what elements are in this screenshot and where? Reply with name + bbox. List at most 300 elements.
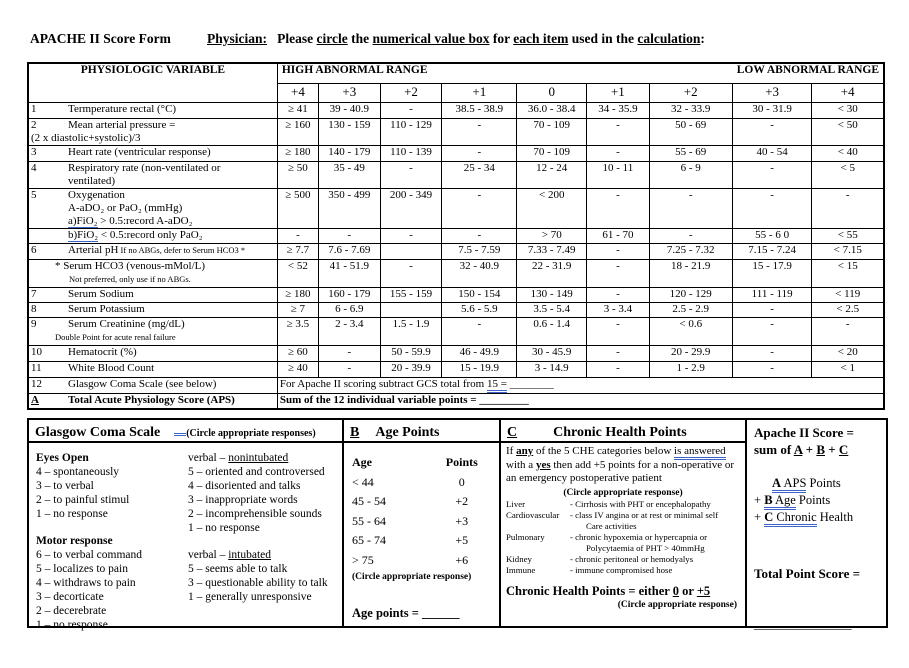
value-cell-r7c9[interactable]: < 7.15: [812, 243, 884, 259]
gcs-left-item[interactable]: [36, 577, 188, 591]
condition-description: [570, 554, 693, 565]
condition-name: Pulmonary: [506, 531, 545, 542]
text-run: 1 – no response: [188, 521, 260, 534]
text-run: Termperature rectal (°C): [68, 102, 177, 115]
value-cell-r11c2[interactable]: 2 - 3.4: [318, 317, 380, 345]
value-cell-r2c4[interactable]: -: [442, 118, 517, 145]
variable-cell: [28, 345, 277, 361]
value-cell-r5c8[interactable]: -: [732, 188, 812, 228]
gcs-left-item[interactable]: [36, 549, 188, 563]
score-line2: [754, 442, 881, 459]
text-run: A: [772, 476, 781, 493]
gcs-left-item[interactable]: [36, 605, 188, 619]
value-cell-r7c1[interactable]: ≥ 7.7: [277, 243, 318, 259]
points-header-6: +2: [649, 83, 732, 102]
text-run: for: [489, 31, 514, 46]
text-run: APS: [781, 476, 806, 493]
text-run: Serum Sodium: [68, 287, 134, 300]
value-cell-r13c3[interactable]: 20 - 39.9: [380, 361, 442, 377]
value-cell-r1c9[interactable]: < 30: [812, 102, 884, 118]
value-cell-r10c7[interactable]: 2.5 - 2.9: [649, 302, 732, 317]
text-run: (2 x diastolic+systolic)/3: [31, 131, 141, 144]
gcs-left-item[interactable]: [36, 563, 188, 577]
text-run: used in the: [568, 31, 638, 46]
text-run: Serum Creatinine (mg/dL): [68, 317, 185, 330]
text-run: Points: [806, 476, 841, 490]
value-cell-r6c8[interactable]: 55 - 6 0: [732, 228, 812, 243]
value-cell-r9c4[interactable]: 150 - 154: [442, 287, 517, 302]
variable-line: [31, 331, 275, 344]
gcs-left-item[interactable]: [36, 466, 188, 480]
table-span-cell[interactable]: [277, 393, 884, 409]
value-cell-r8c4[interactable]: 32 - 40.9: [442, 259, 517, 287]
variable-line: [31, 362, 275, 375]
value-cell-r12c8[interactable]: -: [732, 345, 812, 361]
gcs-left-item[interactable]: [36, 535, 188, 549]
value-cell-r1c8[interactable]: 30 - 31.9: [732, 102, 812, 118]
value-cell-r3c6[interactable]: -: [587, 145, 650, 161]
value-cell-r9c8[interactable]: 111 - 119: [732, 287, 812, 302]
text-run: nonintubated: [228, 452, 289, 464]
value-cell-r2c8[interactable]: -: [732, 118, 812, 145]
text-run: :: [700, 31, 705, 46]
value-cell-r4c8[interactable]: -: [732, 161, 812, 188]
text-run: 5 – seems able to talk: [188, 563, 288, 576]
text-run: Mean arterial pressure =: [68, 118, 176, 131]
row-number: 4: [31, 161, 37, 174]
value-cell-r13c4[interactable]: 15 - 19.9: [442, 361, 517, 377]
value-cell-r11c3[interactable]: 1.5 - 1.9: [380, 317, 442, 345]
chronic-health-box: [499, 418, 747, 628]
value-cell-r7c6[interactable]: -: [587, 243, 650, 259]
points-header-2: +2: [380, 83, 442, 102]
value-cell-r2c1[interactable]: ≥ 160: [277, 118, 318, 145]
value-cell-r7c2[interactable]: 7.6 - 7.69: [318, 243, 380, 259]
value-cell-r6c7[interactable]: -: [649, 228, 732, 243]
value-cell-r12c1[interactable]: ≥ 60: [277, 345, 318, 361]
text-run: 4 – withdraws to pain: [36, 577, 136, 590]
text-run: < 0.5:record only PaO₂: [98, 228, 203, 241]
value-cell-r1c3[interactable]: -: [380, 102, 442, 118]
value-cell-r10c8[interactable]: -: [732, 302, 812, 317]
condition-description-line: - immune compromised hose: [570, 564, 673, 575]
text-run: Heart rate (ventricular response): [68, 145, 211, 158]
score-body: [747, 420, 886, 632]
variable-line: [31, 394, 275, 407]
value-cell-r13c7[interactable]: 1 - 2.9: [649, 361, 732, 377]
text-run: Hematocrit (%): [68, 345, 137, 358]
condition-name: Kidney: [506, 553, 532, 564]
value-cell-r7c8[interactable]: 7.15 - 7.24: [732, 243, 812, 259]
value-cell-r4c2[interactable]: 35 - 49: [318, 161, 380, 188]
value-cell-r5c9[interactable]: -: [812, 188, 884, 228]
value-cell-r4c1[interactable]: ≥ 50: [277, 161, 318, 188]
variable-line: [31, 229, 275, 242]
total-point-score-blank[interactable]: _______________: [754, 615, 852, 631]
text-run: intubated: [228, 549, 272, 562]
age-points-value[interactable]: 0: [458, 474, 465, 489]
text-run: Please: [277, 31, 317, 46]
text-run: +5: [696, 583, 711, 598]
age-range[interactable]: 45 - 54: [352, 494, 386, 508]
chronic-condition-row: [506, 554, 743, 565]
form-header: [30, 31, 890, 47]
gcs-right-item[interactable]: [188, 452, 340, 466]
age-range[interactable]: 65 - 74: [352, 533, 386, 547]
text-run: Health: [816, 510, 854, 524]
text-run: A-aDO₂ or PaO₂ (mmHg): [68, 201, 183, 214]
variable-line: [31, 132, 275, 145]
value-cell-r8c6[interactable]: -: [587, 259, 650, 287]
points-header-4: 0: [517, 83, 587, 102]
value-cell-r6c9[interactable]: < 55: [812, 228, 884, 243]
value-cell-r13c5[interactable]: 3 - 14.9: [517, 361, 587, 377]
text-run: 3 – questionable ability to talk: [188, 577, 328, 590]
value-cell-r6c4[interactable]: -: [442, 228, 517, 243]
chronic-box-title: [501, 420, 745, 443]
age-range[interactable]: 55 - 64: [352, 513, 386, 528]
value-cell-r11c4[interactable]: -: [442, 317, 517, 345]
value-cell-r2c7[interactable]: 50 - 69: [649, 118, 732, 145]
variable-line: [31, 273, 275, 286]
value-cell-r8c1[interactable]: < 52: [277, 259, 318, 287]
value-cell-r6c1[interactable]: -: [277, 228, 318, 243]
gcs-right-item[interactable]: [188, 480, 340, 494]
value-cell-r1c2[interactable]: 39 - 40.9: [318, 102, 380, 118]
gcs-left-item[interactable]: [36, 480, 188, 494]
value-cell-r12c7[interactable]: 20 - 29.9: [649, 345, 732, 361]
gcs-left-item[interactable]: [36, 619, 188, 633]
blue-mark-icon: [174, 423, 186, 436]
value-cell-r10c6[interactable]: 3 - 3.4: [587, 302, 650, 317]
variable-cell: [28, 361, 277, 377]
instruction-text: [277, 31, 705, 46]
bottom-section: [27, 418, 888, 631]
value-cell-r12c6[interactable]: -: [587, 345, 650, 361]
value-cell-r8c9[interactable]: < 15: [812, 259, 884, 287]
value-cell-r1c6[interactable]: 34 - 35.9: [587, 102, 650, 118]
value-cell-r6c5[interactable]: > 70: [517, 228, 587, 243]
points-header-3: +1: [442, 83, 517, 102]
value-cell-r1c1[interactable]: ≥ 41: [277, 102, 318, 118]
text-run: calculation: [637, 31, 701, 46]
text-run: Glasgow Coma Scale (see below): [68, 377, 217, 390]
text-run: of the 5 CHE categories below: [533, 445, 675, 457]
condition-name: Liver: [506, 498, 526, 509]
value-cell-r10c1[interactable]: ≥ 7: [277, 302, 318, 317]
gcs-right-item[interactable]: [188, 508, 340, 522]
value-cell-r10c4[interactable]: 5.6 - 5.9: [442, 302, 517, 317]
value-cell-r6c3[interactable]: -: [380, 228, 442, 243]
value-cell-r11c5[interactable]: 0.6 - 1.4: [517, 317, 587, 345]
row-number: 9: [31, 317, 37, 330]
value-cell-r11c9[interactable]: -: [812, 317, 884, 345]
value-cell-r4c4[interactable]: 25 - 34: [442, 161, 517, 188]
text-run: the: [347, 31, 373, 46]
variable-cell: [28, 317, 277, 345]
value-cell-r13c6[interactable]: -: [587, 361, 650, 377]
value-cell-r6c6[interactable]: 61 - 70: [587, 228, 650, 243]
value-cell-r13c9[interactable]: < 1: [812, 361, 884, 377]
text-run: > 0.5:record A-aDO₂: [97, 214, 193, 227]
variable-cell: [28, 102, 277, 118]
apache-table: [27, 62, 885, 410]
text-run: Respiratory rate (non-ventilated or: [68, 161, 221, 174]
text-run: 6 – to verbal command: [36, 549, 143, 562]
text-run: Arterial pH: [68, 243, 119, 256]
text-run: Sum of the 12 individual variable points =: [279, 393, 480, 406]
value-cell-r11c8[interactable]: -: [732, 317, 812, 345]
value-cell-r6c2[interactable]: -: [318, 228, 380, 243]
variable-cell: [28, 161, 277, 188]
value-cell-r1c5[interactable]: 36.0 - 38.4: [517, 102, 587, 118]
glasgow-coma-scale-box: [27, 418, 344, 631]
variable-cell: [28, 259, 277, 287]
age-points-result: [352, 606, 491, 621]
chronic-footer[interactable]: [501, 576, 745, 599]
value-cell-r2c3[interactable]: 110 - 129: [380, 118, 442, 145]
value-cell-r3c4[interactable]: -: [442, 145, 517, 161]
row-number: 6: [31, 243, 37, 256]
value-cell-r10c9[interactable]: < 2.5: [812, 302, 884, 317]
value-cell-r9c2[interactable]: 160 - 179: [318, 287, 380, 302]
value-cell-r8c5[interactable]: 22 - 31.9: [517, 259, 587, 287]
gcs-right-item: [188, 605, 340, 619]
chronic-condition-row: [506, 532, 743, 554]
variable-line: [31, 244, 275, 257]
condition-description: [570, 499, 711, 510]
physician-label: Physician:: [207, 31, 268, 46]
gcs-left-item[interactable]: [36, 508, 188, 522]
value-cell-r13c8[interactable]: -: [732, 361, 812, 377]
chronic-title: Chronic Health Points: [553, 425, 687, 440]
chronic-letter: C: [507, 425, 518, 440]
text-run: If no ABGs, defer to Serum HCO3 *: [118, 244, 246, 255]
gcs-left-item[interactable]: [36, 452, 188, 466]
value-cell-r4c5[interactable]: 12 - 24: [517, 161, 587, 188]
value-cell-r5c7[interactable]: -: [649, 188, 732, 228]
value-cell-r7c5[interactable]: 7.33 - 7.49: [517, 243, 587, 259]
text-run: A: [793, 441, 803, 457]
value-cell-r9c1[interactable]: ≥ 180: [277, 287, 318, 302]
value-cell-r3c1[interactable]: ≥ 180: [277, 145, 318, 161]
text-run: C: [764, 510, 773, 527]
value-cell-r3c9[interactable]: < 40: [812, 145, 884, 161]
text-run: 3 – inappropriate words: [188, 493, 298, 506]
condition-name: Immune: [506, 564, 536, 575]
gcs-right-item[interactable]: [188, 563, 340, 577]
value-cell-r3c5[interactable]: 70 - 109: [517, 145, 587, 161]
condition-description: [570, 532, 707, 554]
text-run: B: [816, 441, 825, 457]
value-cell-r7c7[interactable]: 7.25 - 7.32: [649, 243, 732, 259]
text-run: If: [506, 445, 517, 457]
age-range[interactable]: < 44: [352, 474, 374, 489]
value-cell-r11c1[interactable]: ≥ 3.5: [277, 317, 318, 345]
text-run: any: [516, 445, 534, 457]
total-point-score-label: Total Point Score =: [754, 566, 860, 581]
value-cell-r2c9[interactable]: < 50: [812, 118, 884, 145]
value-cell-r4c3[interactable]: -: [380, 161, 442, 188]
value-cell-r5c2[interactable]: 350 - 499: [318, 188, 380, 228]
condition-description-line: - chronic peritoneal or hemodyalys: [570, 553, 694, 564]
age-body: [344, 443, 499, 621]
value-cell-r12c4[interactable]: 46 - 49.9: [442, 345, 517, 361]
age-table: [352, 453, 491, 570]
chronic-condition-row: [506, 499, 743, 510]
age-points-blank[interactable]: ______: [421, 606, 460, 620]
age-col-header: Age: [352, 455, 372, 469]
points-header-0: +4: [277, 83, 318, 102]
value-cell-r13c2[interactable]: -: [318, 361, 380, 377]
text-run: +: [802, 441, 817, 457]
text-run: 1 – no response: [36, 507, 108, 520]
row-number: 1: [31, 102, 37, 115]
gcs-left-item[interactable]: [36, 494, 188, 508]
value-cell-r9c5[interactable]: 130 - 149: [517, 287, 587, 302]
value-cell-r4c6[interactable]: 10 - 11: [587, 161, 650, 188]
text-run: Total Acute Physiology Score (APS): [68, 393, 235, 406]
value-cell-r7c3: [380, 243, 442, 259]
text-run: 1 – generally unresponsive: [188, 591, 312, 604]
text-run: 3 – to verbal: [36, 479, 94, 492]
value-cell-r2c6[interactable]: -: [587, 118, 650, 145]
value-cell-r5c4[interactable]: -: [442, 188, 517, 228]
age-circle-note: (Circle appropriate response): [352, 572, 472, 582]
value-cell-r12c5[interactable]: 30 - 45.9: [517, 345, 587, 361]
value-cell-r10c5[interactable]: 3.5 - 5.4: [517, 302, 587, 317]
value-cell-r13c1[interactable]: ≥ 40: [277, 361, 318, 377]
value-cell-r2c5[interactable]: 70 - 109: [517, 118, 587, 145]
chronic-intro: [501, 443, 745, 486]
text-run: Age: [773, 493, 796, 510]
physiologic-variable-header: PHYSIOLOGIC VARIABLE: [28, 63, 277, 102]
age-points-value[interactable]: +5: [455, 533, 469, 547]
value-cell-r2c2[interactable]: 130 - 159: [318, 118, 380, 145]
text-run: each item: [513, 31, 569, 46]
value-cell-r9c3[interactable]: 155 - 159: [380, 287, 442, 302]
text-run: ________: [506, 377, 554, 390]
value-cell-r9c9[interactable]: < 119: [812, 287, 884, 302]
text-run: +: [754, 493, 765, 507]
variable-line: [31, 288, 275, 301]
age-points-value[interactable]: +6: [455, 552, 469, 567]
value-cell-r5c5[interactable]: < 200: [517, 188, 587, 228]
value-cell-r5c3[interactable]: 200 - 349: [380, 188, 442, 228]
condition-description: [570, 510, 718, 532]
gcs-right-item[interactable]: [188, 466, 340, 480]
variable-cell: [28, 118, 277, 145]
row-number: 8: [31, 302, 37, 315]
value-cell-r8c3[interactable]: -: [380, 259, 442, 287]
form-title: APACHE II Score Form: [30, 31, 171, 46]
text-run: Not preferred, only use if no ABGs.: [69, 273, 191, 284]
gcs-left-item[interactable]: [36, 591, 188, 605]
text-run: Chronic: [773, 510, 816, 527]
variable-line: [31, 346, 275, 359]
text-run: 2 – incomprehensible sounds: [188, 507, 322, 520]
value-cell-r3c3[interactable]: 110 - 139: [380, 145, 442, 161]
row-number: 3: [31, 145, 37, 158]
value-cell-r11c7[interactable]: < 0.6: [649, 317, 732, 345]
age-range[interactable]: > 75: [352, 552, 374, 567]
table-span-cell[interactable]: [277, 377, 884, 393]
text-run: 1 – no response: [36, 618, 108, 631]
gcs-right-item[interactable]: [188, 591, 340, 605]
age-points-value[interactable]: +3: [455, 513, 469, 528]
value-cell-r11c6[interactable]: -: [587, 317, 650, 345]
points-header-8: +4: [812, 83, 884, 102]
row-number: 7: [31, 287, 37, 300]
text-run: 5 – oriented and controversed: [188, 465, 325, 478]
variable-line: [31, 175, 275, 188]
gcs-right-item[interactable]: [188, 577, 340, 591]
text-run: Serum Potassium: [68, 302, 145, 315]
value-cell-r1c4[interactable]: 38.5 - 38.9: [442, 102, 517, 118]
variable-cell: [28, 377, 277, 393]
value-cell-r8c2[interactable]: 41 - 51.9: [318, 259, 380, 287]
row-number: A: [31, 393, 39, 406]
score-item: [754, 492, 881, 509]
variable-line: [31, 202, 275, 215]
condition-description-line: Care activities: [586, 520, 637, 531]
chronic-circle-note: (Circle appropriate response): [563, 487, 683, 498]
value-cell-r10c2[interactable]: 6 - 6.9: [318, 302, 380, 317]
gcs-right-item[interactable]: [188, 549, 340, 563]
value-cell-r12c3[interactable]: 50 - 59.9: [380, 345, 442, 361]
gcs-left-item: [36, 522, 188, 536]
value-cell-r12c2[interactable]: -: [318, 345, 380, 361]
value-cell-r9c7[interactable]: 120 - 129: [649, 287, 732, 302]
value-cell-r1c7[interactable]: 32 - 33.9: [649, 102, 732, 118]
value-cell-r3c2[interactable]: 140 - 179: [318, 145, 380, 161]
variable-line: [31, 215, 275, 228]
variable-line: [31, 103, 275, 116]
value-cell-r8c7[interactable]: 18 - 21.9: [649, 259, 732, 287]
gcs-right-item[interactable]: [188, 494, 340, 508]
value-cell-r5c1[interactable]: ≥ 500: [277, 188, 318, 228]
text-run: a)FiO₂: [68, 215, 98, 229]
condition-description-line: - chronic hypoxemia or hypercapnia or: [570, 531, 708, 542]
value-cell-r9c6[interactable]: -: [587, 287, 650, 302]
points-col-header: Points: [445, 455, 478, 469]
value-cell-r3c8[interactable]: 40 - 54: [732, 145, 812, 161]
value-cell-r5c6[interactable]: -: [587, 188, 650, 228]
points-header-1: +3: [318, 83, 380, 102]
variable-line: [31, 146, 275, 159]
score-item: [754, 475, 881, 492]
variable-line: [31, 119, 275, 132]
text-run: or: [678, 583, 697, 598]
value-cell-r3c7[interactable]: 55 - 69: [649, 145, 732, 161]
age-points-value[interactable]: +2: [455, 494, 469, 508]
gcs-title: Glasgow Coma Scale: [35, 425, 161, 440]
value-cell-r4c7[interactable]: 6 - 9: [649, 161, 732, 188]
low-abnormal-range-label: LOW ABNORMAL RANGE: [736, 64, 879, 76]
value-cell-r12c9[interactable]: < 20: [812, 345, 884, 361]
text-run: Motor response: [36, 535, 113, 548]
score-line1: Apache II Score =: [754, 425, 854, 440]
gcs-box-title: [29, 420, 342, 443]
text-run: with a: [506, 458, 536, 471]
value-cell-r8c8[interactable]: 15 - 17.9: [732, 259, 812, 287]
gcs-grid: [29, 443, 342, 633]
value-cell-r4c9[interactable]: < 5: [812, 161, 884, 188]
variable-cell: [28, 287, 277, 302]
text-run: B: [764, 493, 772, 510]
value-cell-r7c4[interactable]: 7.5 - 7.59: [442, 243, 517, 259]
gcs-right-item[interactable]: [188, 522, 340, 536]
